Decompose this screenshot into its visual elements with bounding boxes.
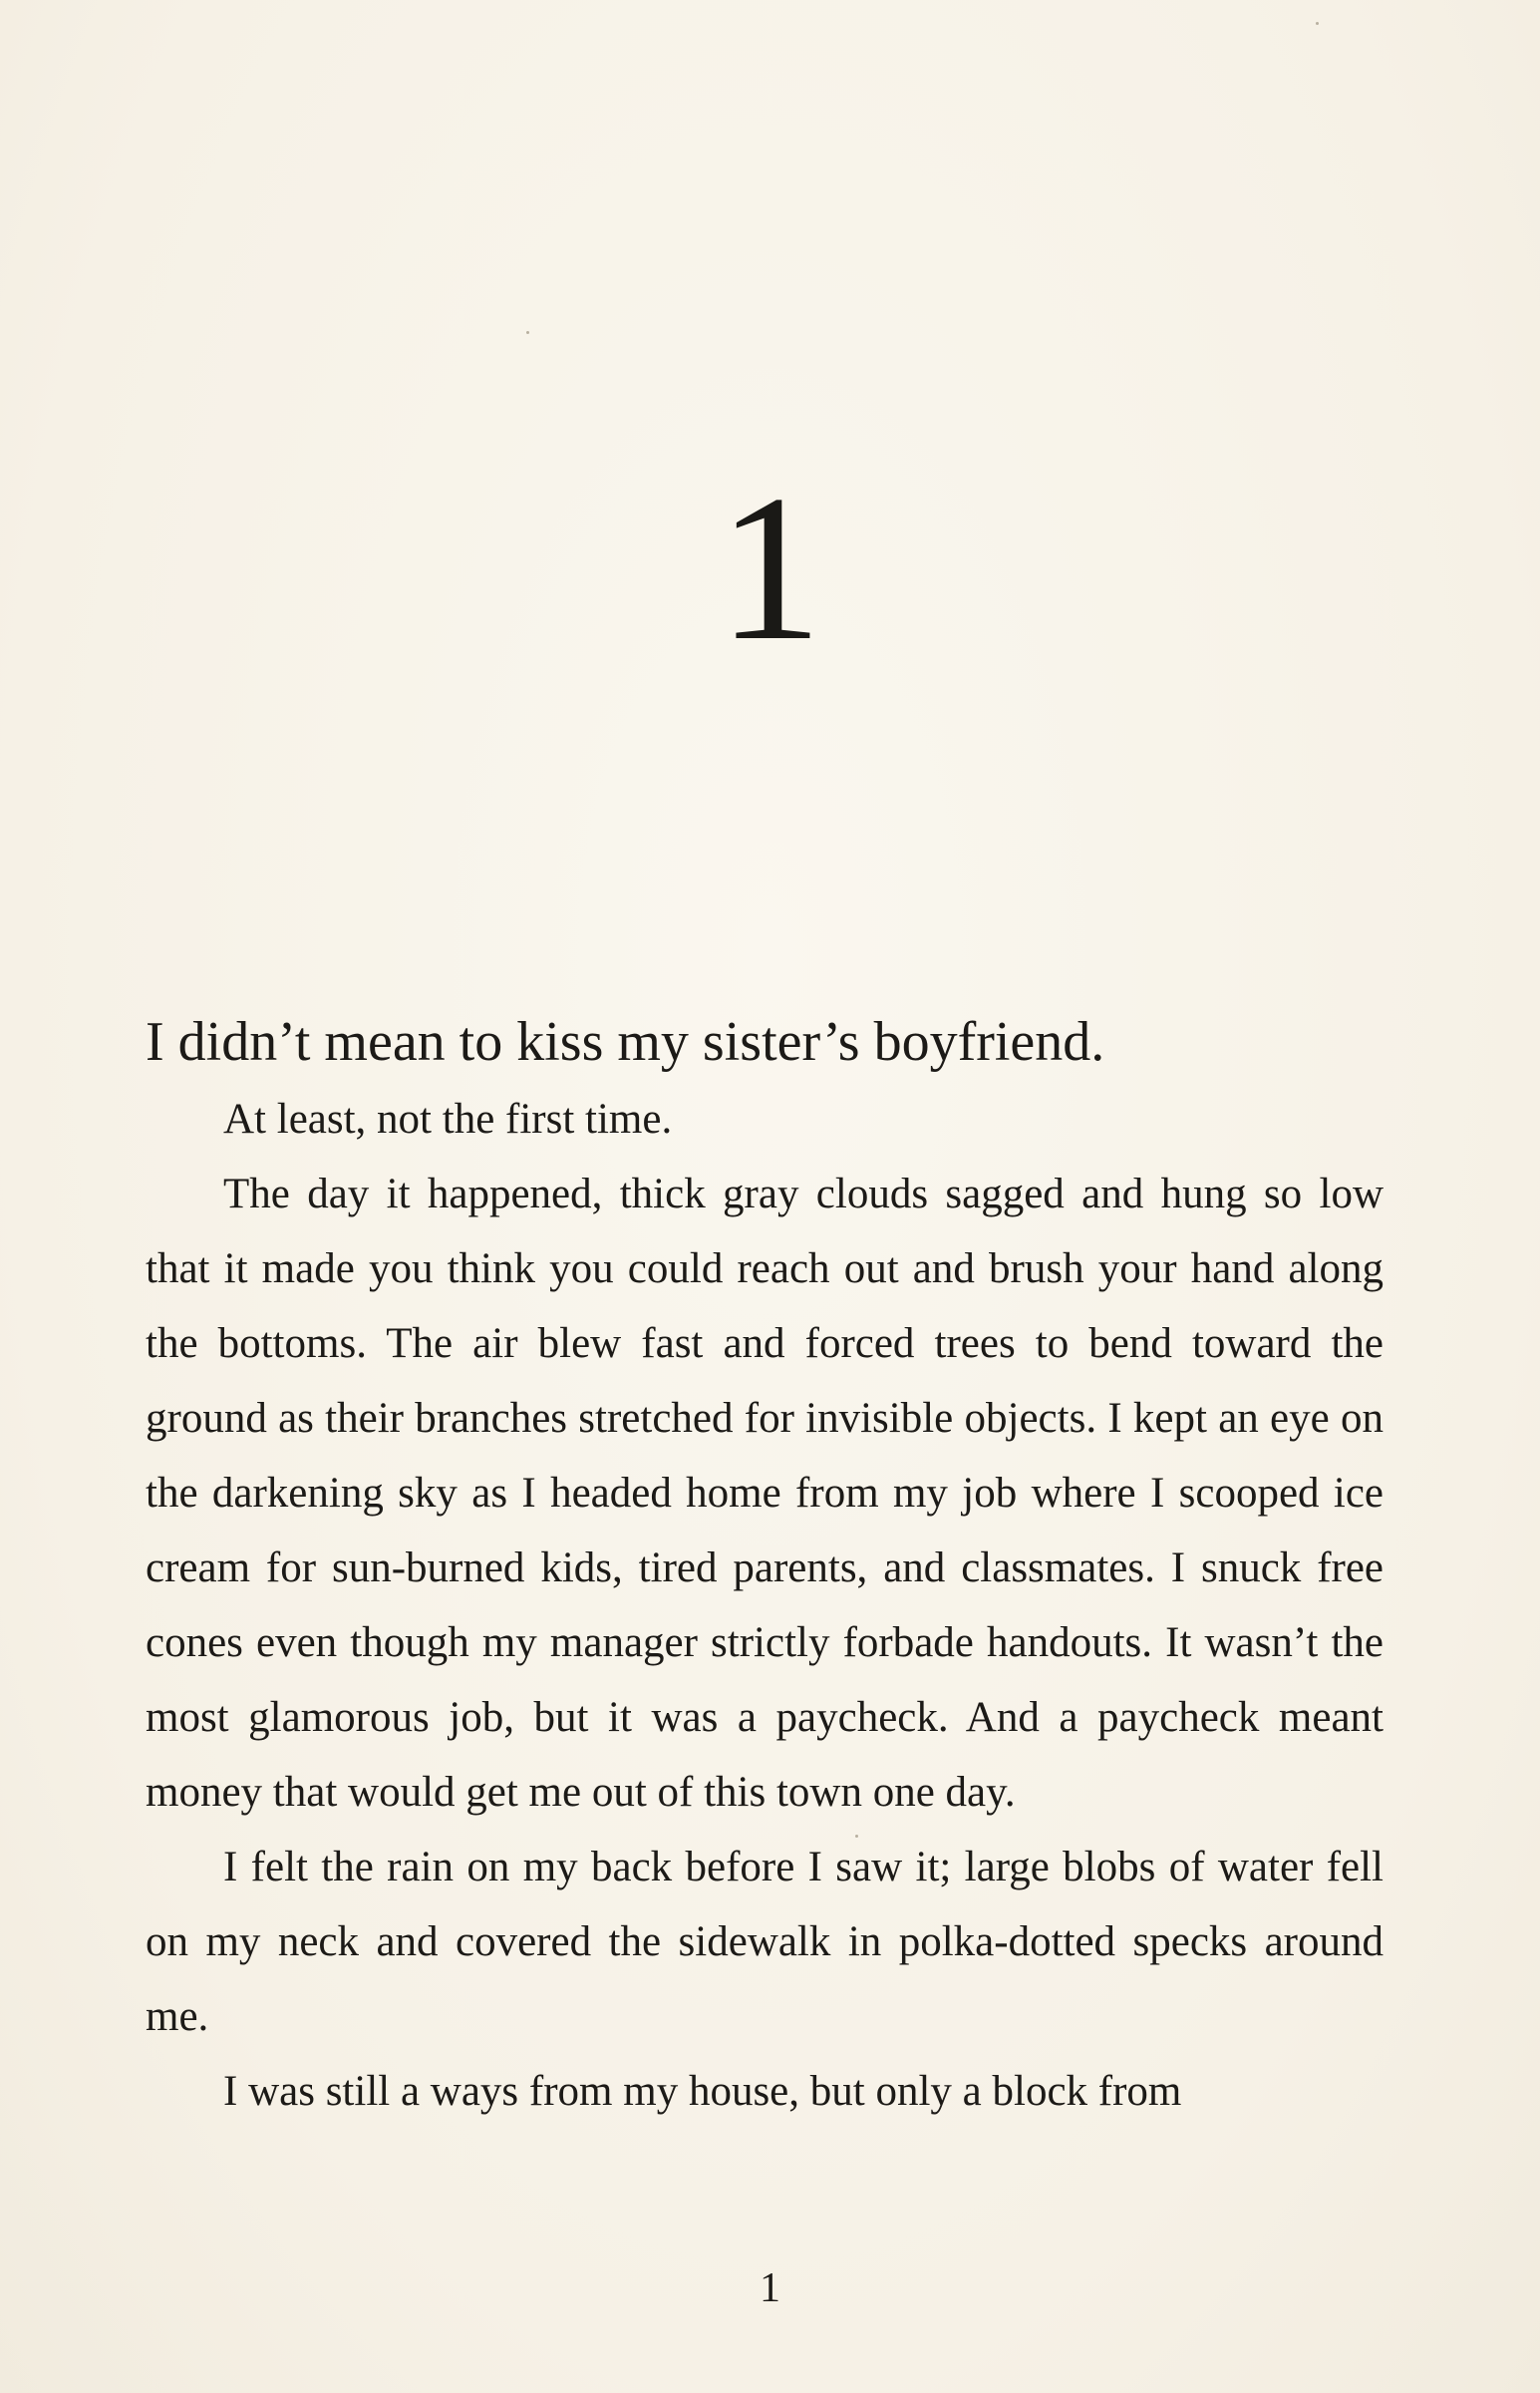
page-number: 1 <box>760 2265 780 2311</box>
paper-speck <box>855 1835 858 1838</box>
paper-speck <box>1316 22 1319 25</box>
paragraph-4: I was still a ways from my house, but only a block from <box>223 2068 1182 2115</box>
paragraph-1: At least, not the first time. <box>223 1096 673 1143</box>
paper-speck <box>526 331 529 334</box>
chapter-text <box>146 1002 1384 2129</box>
paragraph-3: I felt the rain on my back before I saw it; large blobs of water fell on my neck and covered the sidewalk in polka-dotted specks around me. <box>146 1844 1384 2040</box>
paragraph-2: The day it happened, thick gray clouds sagged and hung so low that it made you think you could reach out and brush your hand along the bottoms. The air blew fast and forced trees to bend toward the ground as their branches stretched for invisible objects. I kept an eye on the darkening sky as I headed home from my job where I scooped ice cream for sun-burned kids, tired parents, and classmates. I snuck free cones even though my manager strictly forbade handouts. It wasn’t the most glamorous job, but it was a paycheck. And a paycheck meant money that would get me out of this town one day. <box>146 1171 1384 1816</box>
chapter-number: 1 <box>718 453 822 684</box>
opening-line: I didn’t mean to kiss my sister’s boyfriend. <box>146 1011 1105 1073</box>
